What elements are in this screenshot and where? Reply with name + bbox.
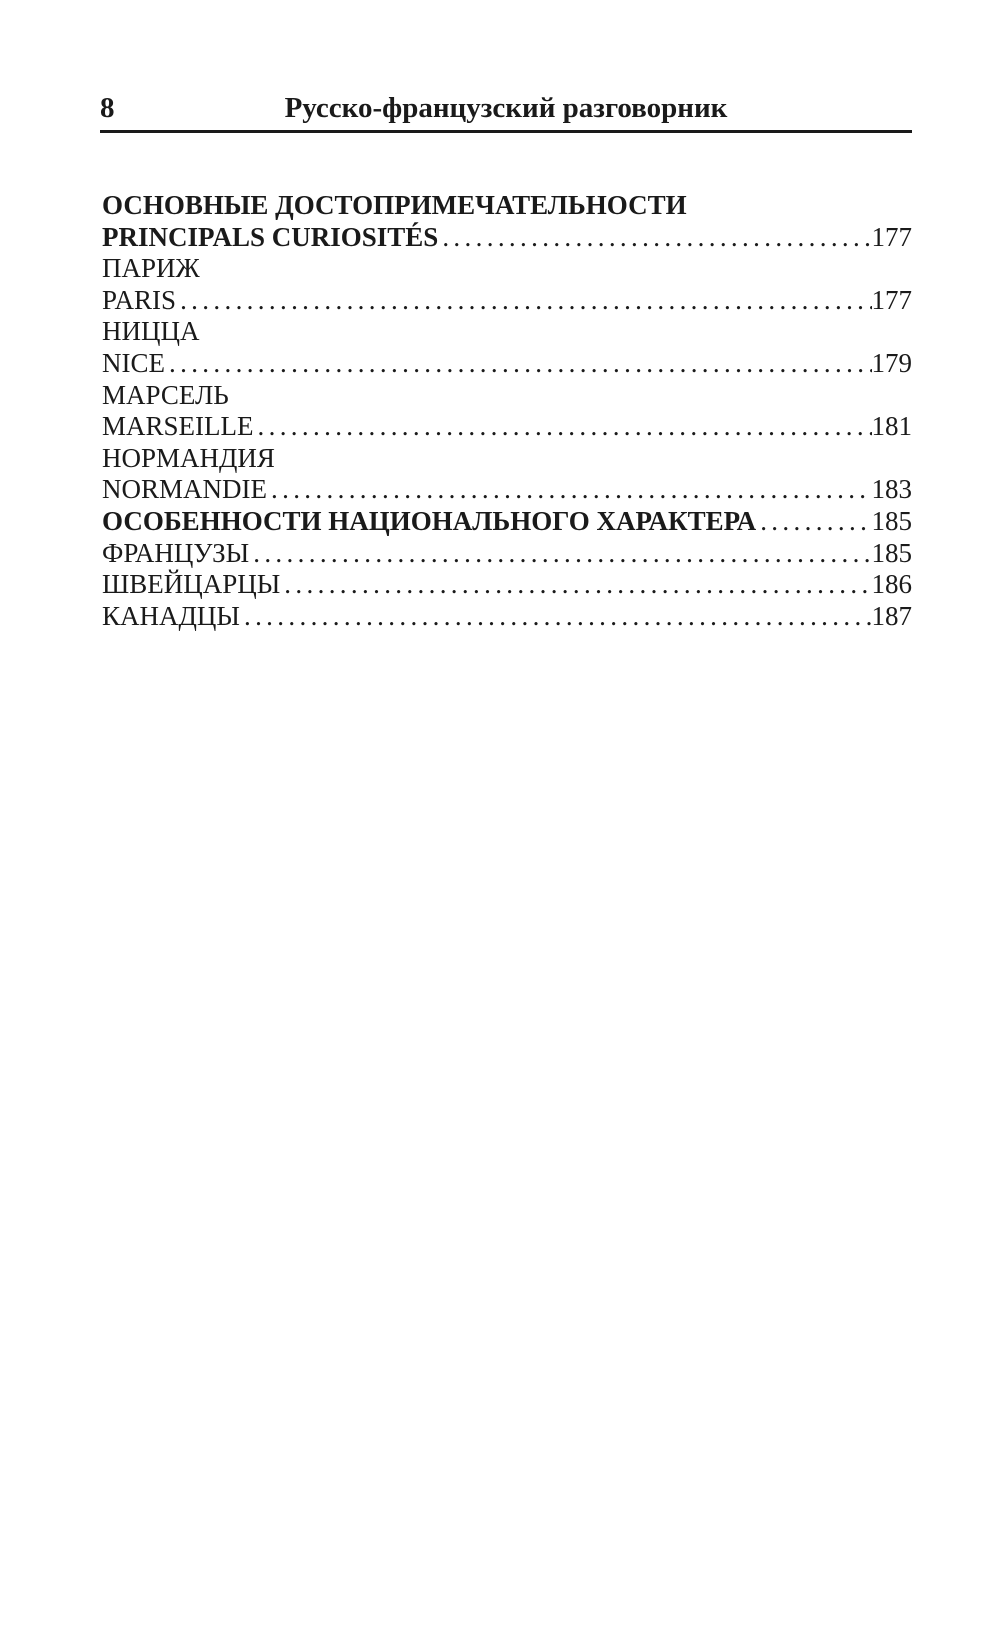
toc-entry <box>102 222 912 254</box>
toc-entry-page: 186 <box>871 569 912 600</box>
toc-entry-title: PRINCIPALS CURIOSITÉS <box>102 221 439 252</box>
toc-entry <box>102 601 912 633</box>
toc-entry-page: 177 <box>871 284 912 315</box>
toc-entry-title: NICE <box>102 347 165 378</box>
dot-leader <box>438 222 871 254</box>
dot-leader <box>176 285 871 317</box>
dot-leader <box>165 348 872 380</box>
page-number: 8 <box>100 92 115 124</box>
toc-entry-title: НОРМАНДИЯ <box>102 442 275 473</box>
toc-entry <box>102 443 912 475</box>
toc-entry <box>102 190 912 222</box>
toc-entry-title: NORMANDIE <box>102 474 267 505</box>
toc-entry <box>102 506 912 538</box>
table-of-contents <box>102 190 912 632</box>
toc-entry <box>102 411 912 443</box>
toc-entry-page: 179 <box>871 347 912 378</box>
dot-leader <box>756 506 871 538</box>
dot-leader <box>267 474 872 506</box>
book-title: Русско-французский разговорник <box>284 92 728 124</box>
toc-entry-page: 181 <box>871 411 912 442</box>
dot-leader <box>240 601 872 633</box>
toc-entry <box>102 380 912 412</box>
toc-entry-page: 177 <box>871 221 912 252</box>
toc-entry-title: ПАРИЖ <box>102 253 200 284</box>
toc-entry <box>102 348 912 380</box>
running-head <box>100 86 912 133</box>
toc-entry <box>102 538 912 570</box>
toc-entry-title: PARIS <box>102 284 177 315</box>
toc-entry-page: 185 <box>871 537 912 568</box>
toc-entry <box>102 569 912 601</box>
toc-entry-title: ФРАНЦУЗЫ <box>102 537 250 568</box>
toc-entry <box>102 253 912 285</box>
toc-entry-page: 187 <box>871 600 912 631</box>
toc-entry-title: MARSEILLE <box>102 411 254 442</box>
toc-entry-title: НИЦЦА <box>102 316 200 347</box>
toc-entry-page: 183 <box>871 474 912 505</box>
toc-entry-title: ШВЕЙЦАРЦЫ <box>102 569 281 600</box>
dot-leader <box>254 411 872 443</box>
toc-entry-title: ОСОБЕННОСТИ НАЦИОНАЛЬНОГО ХАРАКТЕРА <box>102 505 757 536</box>
toc-entry-title: ОСНОВНЫЕ ДОСТОПРИМЕЧАТЕЛЬНОСТИ <box>102 190 687 220</box>
toc-entry <box>102 285 912 317</box>
toc-entry <box>102 474 912 506</box>
dot-leader <box>249 538 871 570</box>
dot-leader <box>280 569 871 601</box>
toc-entry <box>102 316 912 348</box>
toc-entry-title: КАНАДЦЫ <box>102 600 240 631</box>
toc-entry-title: МАРСЕЛЬ <box>102 379 229 410</box>
toc-entry-page: 185 <box>871 505 912 536</box>
